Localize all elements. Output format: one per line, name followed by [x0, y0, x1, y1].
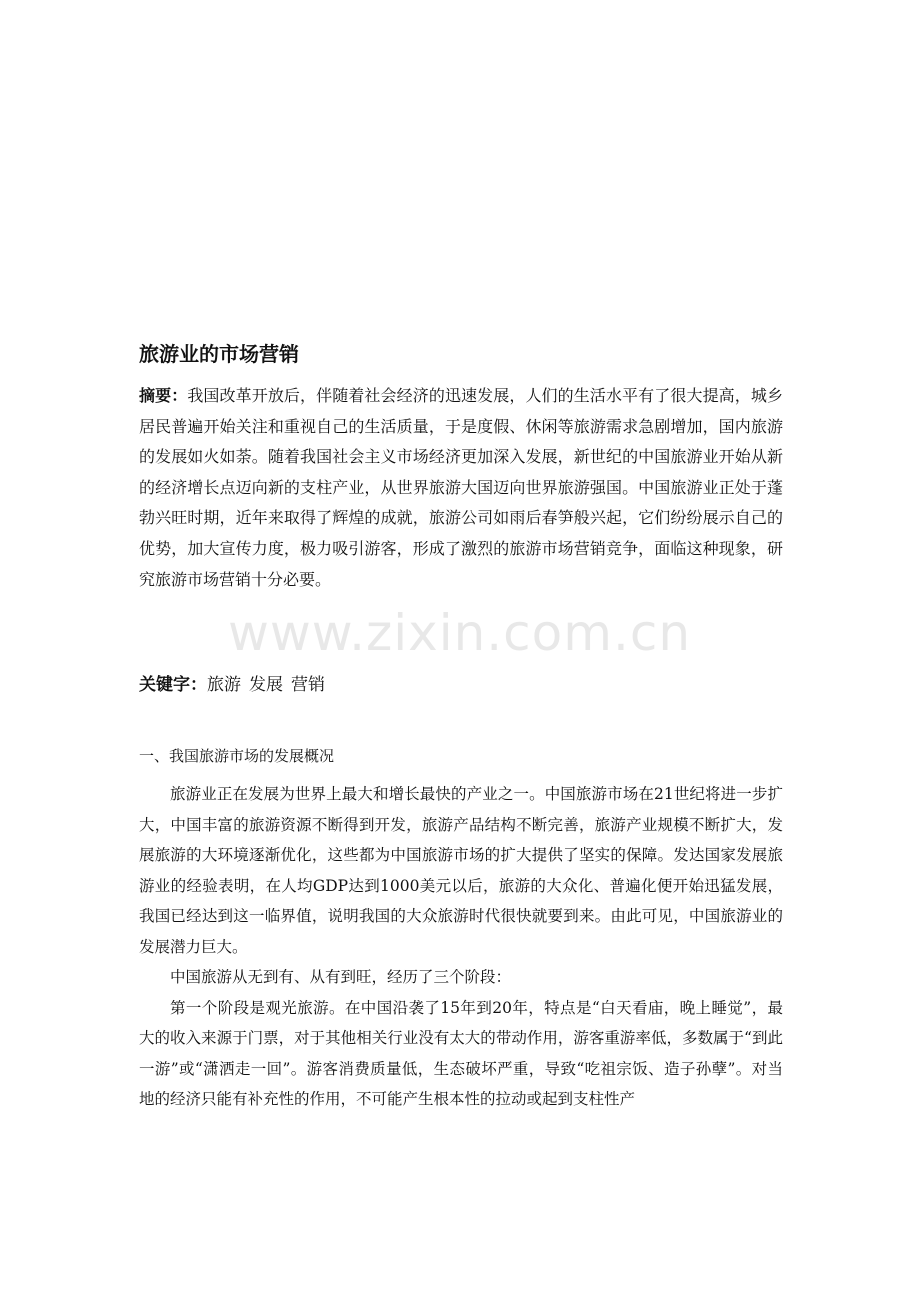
paragraph: 第一个阶段是观光旅游。在中国沿袭了15年到20年，特点是“白天看庙，晚上睡觉”，最大的收入来源于门票，对于其他相关行业没有太大的带动作用，游客重游率低，多数属于“到此一游”或“潇洒走一回”。游客消费质量低，生态破坏严重，导致“吃祖宗饭、造子孙孽”。对当地的经济只能有补充性的作用，不可能产生根本性的拉动或起到支柱性产 [139, 998, 783, 1108]
paragraph: 中国旅游从无到有、从有到旺，经历了三个阶段： [170, 968, 512, 986]
abstract-text: 我国改革开放后，伴随着社会经济的迅速发展，人们的生活水平有了很大提高，城乡居民普遍开始关注和重视自己的生活质量，于是度假、休闲等旅游需求急剧增加，国内旅游的发展如火如荼。随着我国社会主义市场经济更加深入发展，新世纪的中国旅游业开始从新的经济增长点迈向新的支柱产业，从世界旅游大国迈向世界旅游强国。中国旅游业正处于蓬勃兴旺时期，近年来取得了辉煌的成就，旅游公司如雨后春笋般兴起，它们纷纷展示自己的优势，加大宣传力度，极力吸引游客，形成了激烈的旅游市场营销竞争，面临这种现象，研究旅游市场营销十分必要。 [139, 386, 783, 589]
body-text [139, 779, 783, 1115]
abstract [139, 381, 783, 595]
watermark: www.zixin.com.cn [228, 604, 692, 662]
section-heading: 一、我国旅游市场的发展概况 [139, 747, 335, 765]
keyword: 营销 [291, 675, 325, 695]
document-title: 旅游业的市场营销 [139, 342, 299, 366]
keyword: 旅游 [207, 675, 241, 695]
keywords-line [139, 672, 333, 698]
keywords-label: 关键字： [139, 675, 207, 695]
paragraph: 旅游业正在发展为世界上最大和增长最快的产业之一。中国旅游市场在21世纪将进一步扩大，中国丰富的旅游资源不断得到开发，旅游产品结构不断完善，旅游产业规模不断扩大，发展旅游的大环境逐渐优化，这些都为中国旅游市场的扩大提供了坚实的保障。发达国家发展旅游业的经验表明，在人均GDP达到1000美元以后，旅游的大众化、普遍化便开始迅猛发展，我国已经达到这一临界值，说明我国的大众旅游时代很快就要到来。由此可见，中国旅游业的发展潜力巨大。 [139, 785, 783, 956]
abstract-label: 摘要： [139, 386, 188, 405]
keyword: 发展 [249, 675, 283, 695]
